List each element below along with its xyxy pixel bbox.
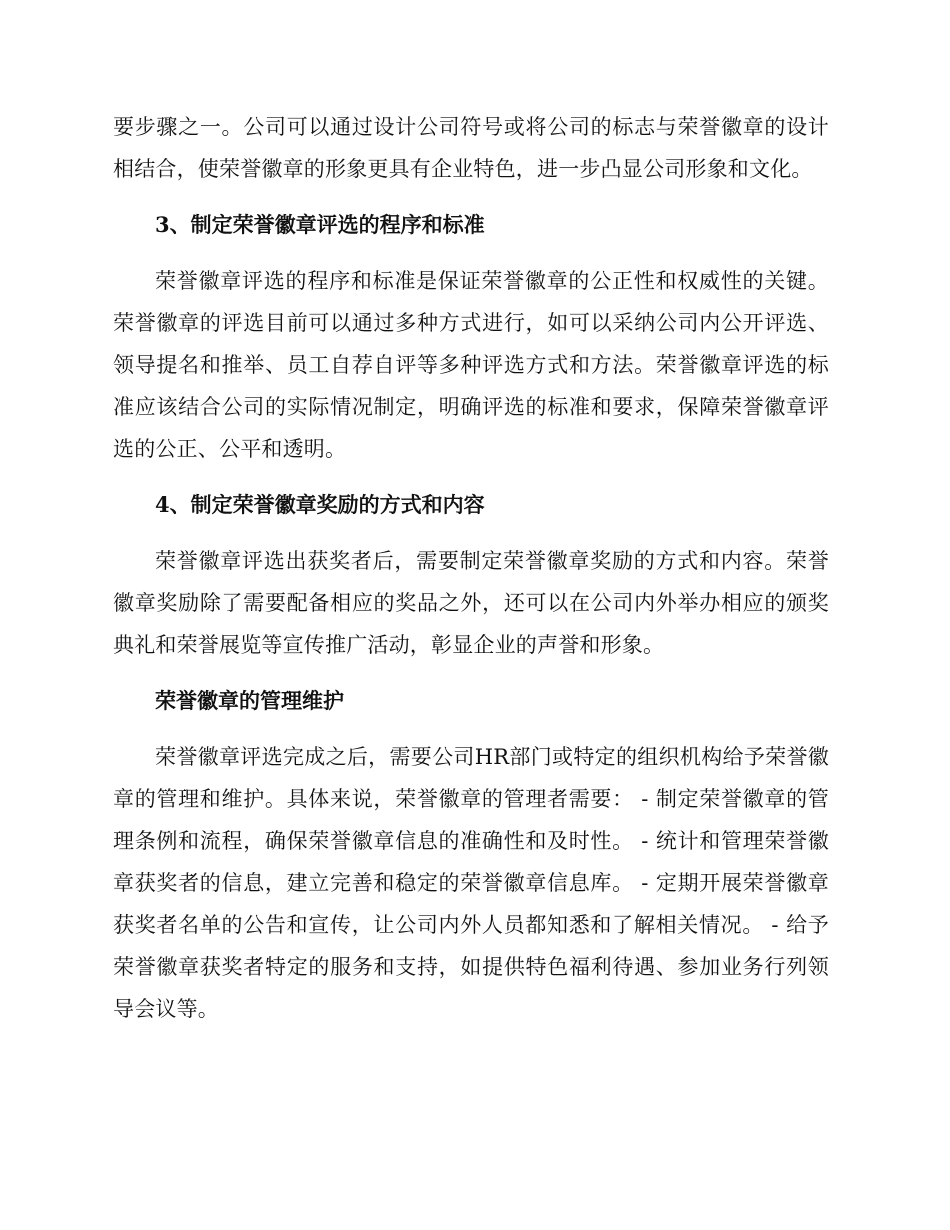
section-heading-management: 荣誉徽章的管理维护 xyxy=(155,688,344,713)
section-body-reward: 荣誉徽章评选出获奖者后，需要制定荣誉徽章奖励的方式和内容。荣誉徽章奖励除了需要配备相应的奖品之外，还可以在公司内外举办相应的颁奖典礼和荣誉展览等宣传推广活动，彰显企业的声誉和形象。 xyxy=(113,549,829,657)
section-heading-procedure: 3、制定荣誉徽章评选的程序和标准 xyxy=(155,212,485,237)
intro-paragraph: 要步骤之一。公司可以通过设计公司符号或将公司的标志与荣誉徽章的设计相结合，使荣誉徽章的形象更具有企业特色，进一步凸显公司形象和文化。 xyxy=(113,115,829,181)
section-heading-reward: 4、制定荣誉徽章奖励的方式和内容 xyxy=(155,492,485,517)
document-content xyxy=(113,106,829,1030)
section-body-procedure: 荣誉徽章评选的程序和标准是保证荣誉徽章的公正性和权威性的关键。荣誉徽章的评选目前可以通过多种方式进行，如可以采纳公司内公开评选、领导提名和推举、员工自荐自评等多种评选方式和方法。荣誉徽章评选的标准应该结合公司的实际情况制定，明确评选的标准和要求，保障荣誉徽章评选的公正、公平和透明。 xyxy=(113,269,829,461)
section-body-management: 荣誉徽章评选完成之后，需要公司HR部门或特定的组织机构给予荣誉徽章的管理和维护。具体来说，荣誉徽章的管理者需要： - 制定荣誉徽章的管理条例和流程，确保荣誉徽章信息的准确性和及时性。 - 统计和管理荣誉徽章获奖者的信息，建立完善和稳定的荣誉徽章信息库。 - 定期开展荣誉徽章获奖者名单的公告和宣传，让公司内外人员都知悉和了解相关情况。 - 给予荣誉徽章获奖者特定的服务和支持，如提供特色福利待遇、参加业务行列领导会议等。 xyxy=(113,745,829,1021)
